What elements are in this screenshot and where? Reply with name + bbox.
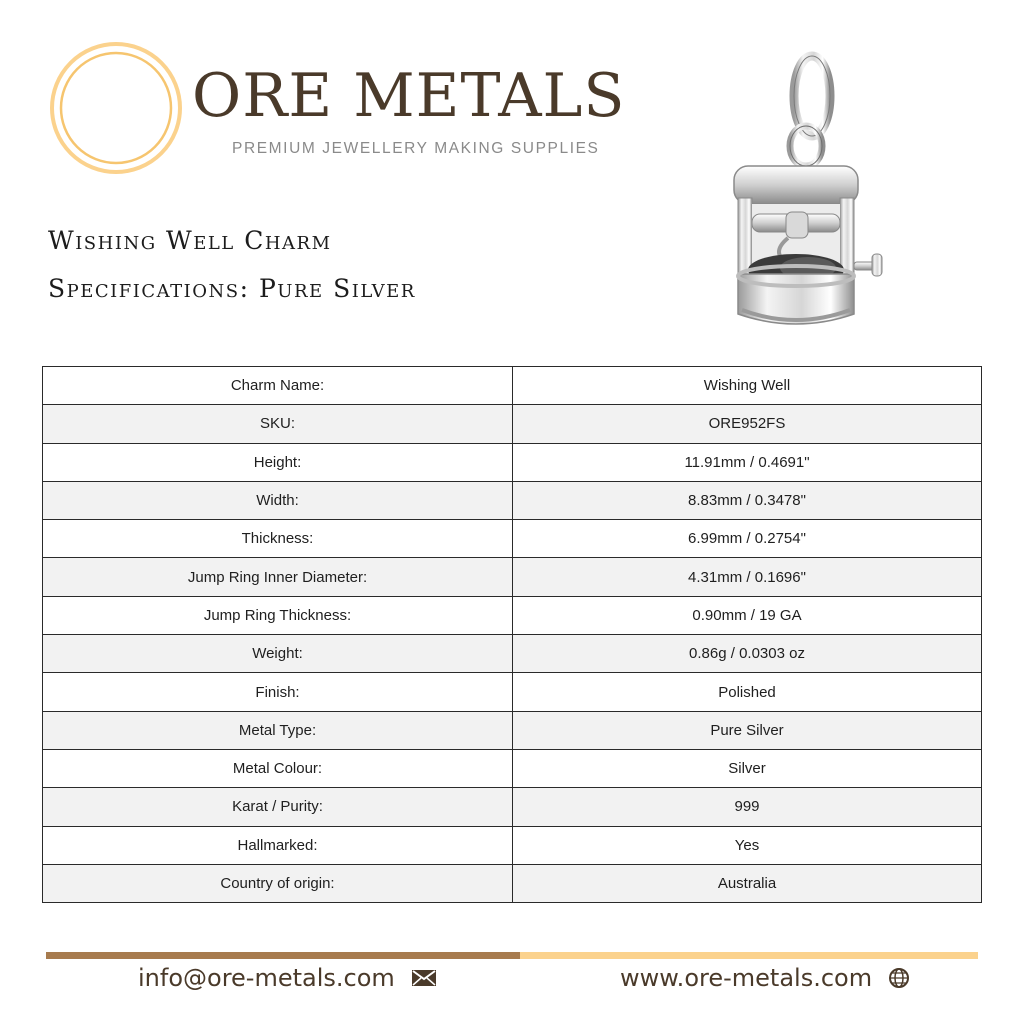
spec-label: Width: [43,481,513,519]
spec-row [43,673,982,711]
footer-bar-right [520,952,978,959]
spec-value: Australia [513,864,982,902]
spec-value: Silver [513,749,982,787]
double-ring-logo-icon [48,40,184,176]
website-url[interactable]: www.ore-metals.com [620,964,873,992]
spec-row [43,443,982,481]
spec-value: 6.99mm / 0.2754" [513,520,982,558]
spec-label: Finish: [43,673,513,711]
spec-row [43,558,982,596]
spec-value: Pure Silver [513,711,982,749]
spec-label: Jump Ring Thickness: [43,596,513,634]
spec-row [43,367,982,405]
spec-row [43,635,982,673]
footer-bar-left [46,952,520,959]
spec-value: 4.31mm / 0.1696" [513,558,982,596]
contact-email[interactable] [138,964,437,992]
product-specifications: Specifications: Pure Silver [48,274,416,303]
spec-label: Karat / Purity: [43,788,513,826]
spec-label: Metal Colour: [43,749,513,787]
spec-label: Thickness: [43,520,513,558]
spec-value: 0.90mm / 19 GA [513,596,982,634]
spec-label: Charm Name: [43,367,513,405]
specifications-table [42,366,982,903]
email-address[interactable]: info@ore-metals.com [138,964,395,992]
footer-divider-bar [46,952,978,959]
product-title: Wishing Well Charm [48,226,332,255]
spec-row [43,711,982,749]
spec-value: Wishing Well [513,367,982,405]
spec-row [43,788,982,826]
spec-row [43,749,982,787]
spec-row [43,864,982,902]
spec-label: Country of origin: [43,864,513,902]
spec-value: 11.91mm / 0.4691" [513,443,982,481]
globe-icon [888,967,910,989]
spec-label: Weight: [43,635,513,673]
brand-name: ORE METALS [192,61,626,131]
spec-label: Jump Ring Inner Diameter: [43,558,513,596]
envelope-icon [411,969,437,987]
spec-value: Polished [513,673,982,711]
contact-website[interactable] [620,964,910,992]
wishing-well-charm-image [716,48,916,338]
spec-value: Yes [513,826,982,864]
spec-label: Hallmarked: [43,826,513,864]
spec-value: 8.83mm / 0.3478" [513,481,982,519]
spec-value: 0.86g / 0.0303 oz [513,635,982,673]
spec-label: Metal Type: [43,711,513,749]
spec-label: SKU: [43,405,513,443]
spec-row [43,405,982,443]
spec-row [43,520,982,558]
spec-value: ORE952FS [513,405,982,443]
spec-value: 999 [513,788,982,826]
spec-row [43,481,982,519]
brand-tagline: PREMIUM JEWELLERY MAKING SUPPLIES [232,140,600,157]
spec-row [43,596,982,634]
spec-row [43,826,982,864]
spec-label: Height: [43,443,513,481]
